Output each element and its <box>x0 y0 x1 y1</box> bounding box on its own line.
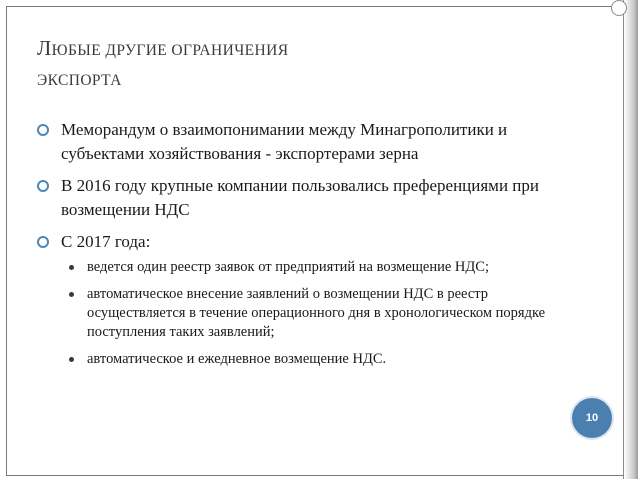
slide-title <box>37 33 557 96</box>
bullet-item <box>36 118 556 166</box>
title-line-1 <box>37 33 557 66</box>
sub-bullet-item <box>67 350 556 369</box>
dot-bullet-icon <box>69 292 74 297</box>
sub-bullet-item <box>67 258 556 277</box>
page-number-badge: 10 <box>572 398 612 438</box>
bullet-text: С 2017 года: <box>61 232 151 251</box>
right-edge-line <box>623 0 624 479</box>
ring-bullet-icon <box>37 236 49 248</box>
dot-bullet-icon <box>69 265 74 270</box>
title-line-1-rest: ЮБЫЕ ДРУГИЕ ОГРАНИЧЕНИЯ <box>51 42 289 59</box>
slide-content <box>36 118 556 377</box>
dot-bullet-icon <box>69 357 74 362</box>
bullet-text: Меморандум о взаимопонимании между Минагрополитики и субъектами хозяйствования - экспортерами зерна <box>61 120 508 163</box>
sub-bullet-text: ведется один реестр заявок от предприятий на возмещение НДС; <box>87 259 489 275</box>
bullet-text: В 2016 году крупные компании пользовались преференциями при возмещении НДС <box>61 176 539 219</box>
ring-bullet-icon <box>37 124 49 136</box>
bullet-item <box>36 174 556 222</box>
right-edge-shadow <box>624 0 638 479</box>
bullet-item <box>36 230 556 369</box>
ring-bullet-icon <box>37 180 49 192</box>
corner-ring-decoration <box>611 0 627 16</box>
sub-bullet-text: автоматическое внесение заявлений о возмещении НДС в реестр осуществляется в течение операционного дня в хронологическом порядке поступления таких заявлений; <box>87 286 546 340</box>
sub-bullet-list <box>67 258 556 369</box>
title-line-2: ЭКСПОРТА <box>37 72 122 89</box>
title-first-letter: Л <box>37 36 52 60</box>
sub-bullet-text: автоматическое и ежедневное возмещение НДС. <box>87 351 387 367</box>
sub-bullet-item <box>67 285 556 342</box>
